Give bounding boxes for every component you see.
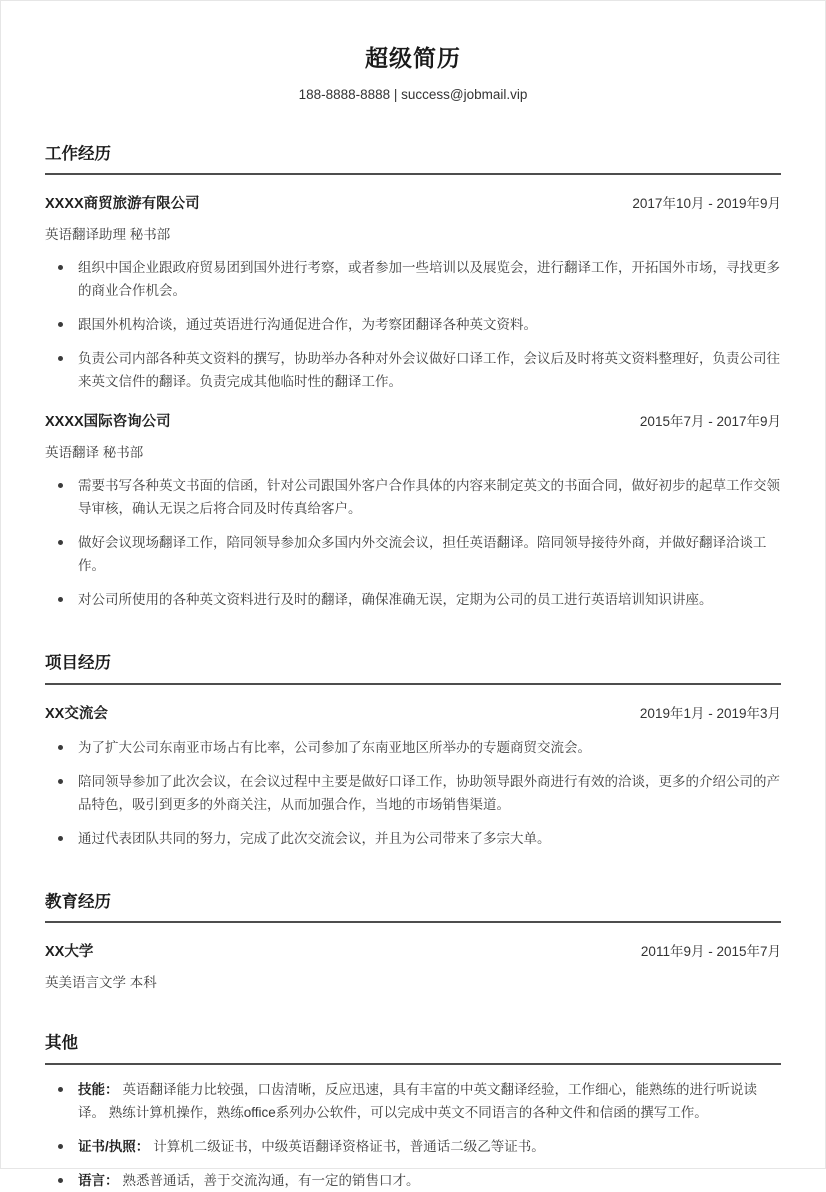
- education-entry-1-header: [45, 940, 781, 961]
- bullet-dot-icon: [58, 1144, 63, 1149]
- other-item-text: 熟悉普通话，善于交流沟通，有一定的销售口才。: [122, 1173, 420, 1189]
- bullet-item: [45, 474, 781, 520]
- bullet-text: 为了扩大公司东南亚市场占有比率，公司参加了东南亚地区所举办的专题商贸交流会。: [78, 739, 591, 755]
- bullet-item-skills: [45, 1078, 781, 1124]
- section-title-other: 其他: [45, 1033, 781, 1065]
- bullet-dot-icon: [58, 1178, 63, 1183]
- resume-header: [45, 45, 781, 102]
- other-item-label: 语言：: [78, 1173, 119, 1189]
- other-item-text: 计算机二级证书，中级英语翻译资格证书，普通话二级乙等证书。: [153, 1139, 545, 1155]
- bullet-item-language: [45, 1169, 781, 1192]
- bullet-dot-icon: [58, 356, 63, 361]
- bullet-text: 对公司所使用的各种英文资料进行及时的翻译，确保准确无误，定期为公司的员工进行英语培训知识讲座。: [78, 592, 713, 608]
- education-entry-1: [45, 940, 781, 991]
- section-other: [45, 1033, 781, 1192]
- job-role: 英语翻译助理 秘书部: [45, 227, 171, 243]
- work-entry-1-header: [45, 192, 781, 213]
- section-title-work: 工作经历: [45, 144, 781, 176]
- project-entry-1-bullets: [45, 736, 781, 850]
- section-title-projects: 项目经历: [45, 653, 781, 685]
- bullet-text: 负责公司内部各种英文资料的撰写，协助举办各种对外会议做好口译工作，会议后及时将英文资料整理好，负责公司往来英文信件的翻译。负责完成其他临时性的翻译工作。: [78, 351, 780, 390]
- page-title: 超级简历: [365, 45, 461, 71]
- date-range: 2017年10月 - 2019年9月: [632, 196, 781, 212]
- work-entry-1-bullets: [45, 256, 781, 393]
- section-education: [45, 892, 781, 992]
- bullet-text: 做好会议现场翻译工作，陪同领导参加众多国内外交流会议，担任英语翻译。陪同领导接待外商，并做好翻译洽谈工作。: [78, 535, 767, 574]
- bullet-text: 跟国外机构洽谈，通过英语进行沟通促进合作，为考察团翻译各种英文资料。: [78, 317, 537, 333]
- bullet-dot-icon: [58, 322, 63, 327]
- bullet-dot-icon: [58, 779, 63, 784]
- bullet-item: [45, 313, 781, 336]
- bullet-item: [45, 827, 781, 850]
- bullet-text: 需要书写各种英文书面的信函，针对公司跟国外客户合作具体的内容来制定英文的书面合同，做好初步的起草工作交领导审核，确认无误之后将合同及时传真给客户。: [78, 478, 780, 517]
- other-item-label: 技能：: [78, 1082, 119, 1098]
- bullet-item: [45, 347, 781, 393]
- project-name: XX交流会: [45, 705, 108, 722]
- company-name: XXXX国际咨询公司: [45, 414, 171, 431]
- date-range: 2015年7月 - 2017年9月: [639, 414, 781, 430]
- project-entry-1-header: [45, 702, 781, 723]
- contact-info: 188-8888-8888 | success@jobmail.vip: [298, 86, 528, 102]
- bullet-dot-icon: [58, 265, 63, 270]
- section-project-experience: [45, 653, 781, 850]
- bullet-item: [45, 588, 781, 611]
- school-name: XX大学: [45, 944, 94, 961]
- bullet-item: [45, 770, 781, 816]
- bullet-dot-icon: [58, 483, 63, 488]
- work-entry-2: [45, 410, 781, 611]
- company-name: XXXX商贸旅游有限公司: [45, 196, 200, 213]
- bullet-dot-icon: [58, 836, 63, 841]
- bullet-dot-icon: [58, 540, 63, 545]
- job-role: 英语翻译 秘书部: [45, 445, 144, 461]
- major-degree: 英美语言文学 本科: [45, 975, 157, 991]
- work-entry-1: [45, 192, 781, 393]
- bullet-dot-icon: [58, 1087, 63, 1092]
- other-item-text: 英语翻译能力比较强，口齿清晰，反应迅速，具有丰富的中英文翻译经验，工作细心，能熟练的进行听说读译。 熟练计算机操作，熟练office系列办公软件，可以完成中英文不同语言的各种文件和信函的撰写工作。: [78, 1082, 757, 1121]
- other-bullets: [45, 1078, 781, 1192]
- work-entry-2-bullets: [45, 474, 781, 611]
- date-range: 2011年9月 - 2015年7月: [640, 944, 781, 960]
- date-range: 2019年1月 - 2019年3月: [639, 705, 781, 721]
- work-entry-2-header: [45, 410, 781, 431]
- project-entry-1: [45, 702, 781, 850]
- section-work-experience: [45, 144, 781, 612]
- bullet-dot-icon: [58, 745, 63, 750]
- bullet-item: [45, 736, 781, 759]
- bullet-text: 陪同领导参加了此次会议，在会议过程中主要是做好口译工作，协助领导跟外商进行有效的洽谈，更多的介绍公司的产品特色，吸引到更多的外商关注，从而加强合作，当地的市场销售渠道。: [78, 773, 780, 812]
- bullet-item-certificates: [45, 1135, 781, 1158]
- bullet-dot-icon: [58, 597, 63, 602]
- bullet-item: [45, 256, 781, 302]
- bullet-text: 通过代表团队共同的努力，完成了此次交流会议，并且为公司带来了多宗大单。: [78, 830, 551, 846]
- bullet-text: 组织中国企业跟政府贸易团到国外进行考察，或者参加一些培训以及展览会，进行翻译工作，开拓国外市场，寻找更多的商业合作机会。: [78, 260, 780, 299]
- bullet-item: [45, 531, 781, 577]
- other-item-label: 证书/执照：: [78, 1139, 150, 1155]
- section-title-education: 教育经历: [45, 892, 781, 924]
